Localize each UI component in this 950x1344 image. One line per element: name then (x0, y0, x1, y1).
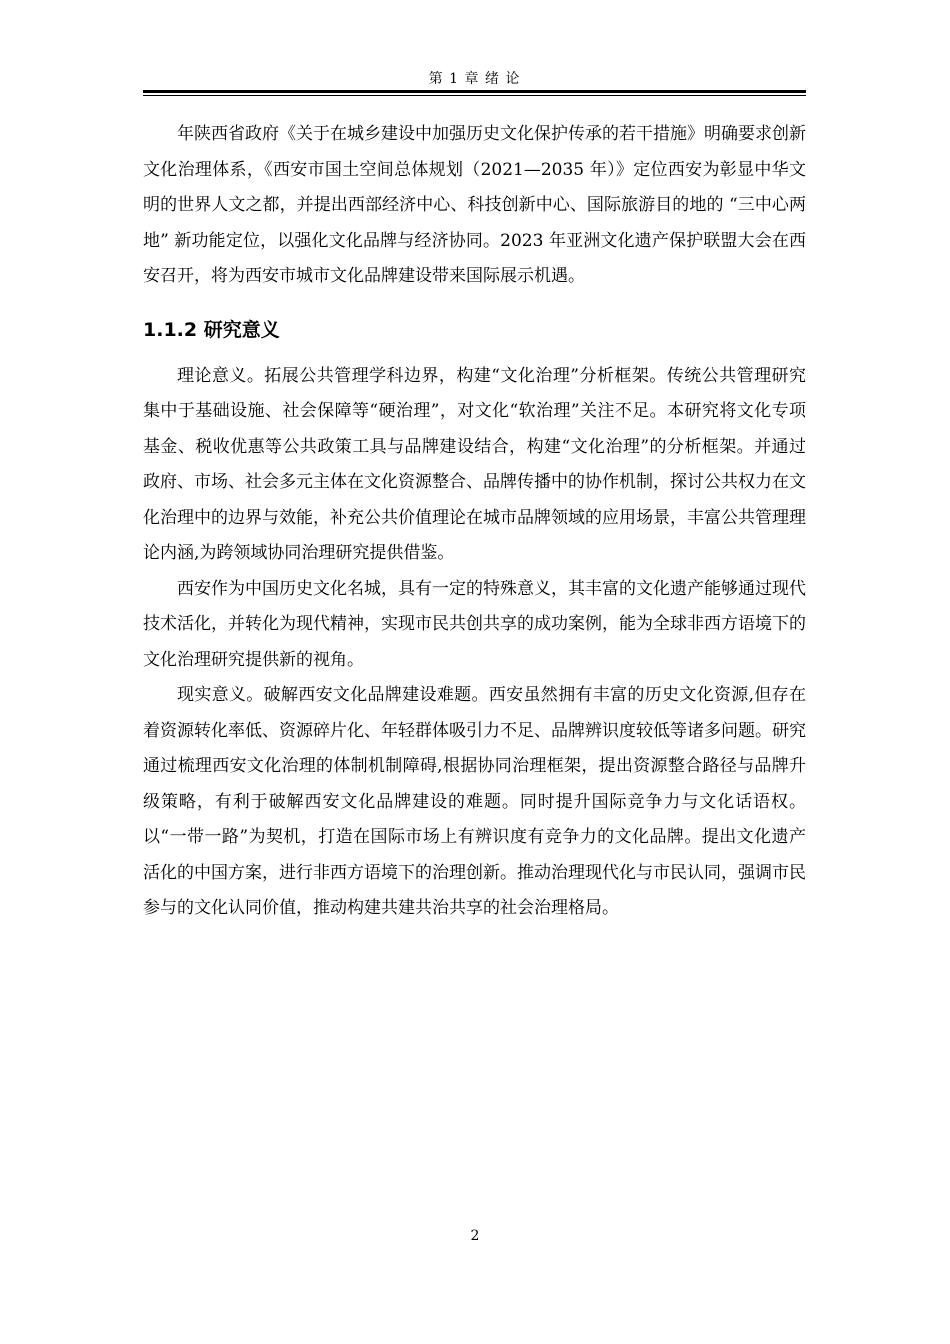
paragraph-xian-significance: 西安作为中国历史文化名城，具有一定的特殊意义，其丰富的文化遗产能够通过现代技术活化，并转化为现代精神，实现市民共创共享的成功案例，能为全球非西方语境下的文化治理研究提供新的视角。 (143, 578, 806, 670)
section-heading: 1.1.2 研究意义 (143, 318, 280, 341)
paragraph-theoretical-significance: 理论意义。拓展公共管理学科边界，构建“文化治理”分析框架。传统公共管理研究集中于基础设施、社会保障等“硬治理”，对文化“软治理”关注不足。本研究将文化专项基金、税收优惠等公共政策工具与品牌建设结合，构建“文化治理”的分析框架。并通过政府、市场、社会多元主体在文化资源整合、品牌传播中的协作机制，探讨公共权力在文化治理中的边界与效能，补充公共价值理论在城市品牌领域的应用场景，丰富公共管理理论内涵,为跨领域协同治理研究提供借鉴。 (143, 365, 806, 563)
header-rule-thick (143, 90, 806, 93)
paragraph-practical-significance: 现实意义。破解西安文化品牌建设难题。西安虽然拥有丰富的历史文化资源,但存在着资源转化率低、资源碎片化、年轻群体吸引力不足、品牌辨识度较低等诸多问题。研究通过梳理西安文化治理的体制机制障碍,根据协同治理框架，提出资源整合路径与品牌升级策略，有利于破解西安文化品牌建设的难题。同时提升国际竞争力与文化话语权。以“一带一路”为契机，打造在国际市场上有辨识度有竞争力的文化品牌。提出文化遗产活化的中国方案，进行非西方语境下的治理创新。推动治理现代化与市民认同，强调市民参与的文化认同价值，推动构建共建共治共享的社会治理格局。 (143, 685, 806, 918)
page-header: 第 1 章 绪 论 (428, 71, 521, 87)
page-number: 2 (470, 1228, 480, 1244)
page-body (143, 117, 806, 927)
paragraph-continued: 年陕西省政府《关于在城乡建设中加强历史文化保护传承的若干措施》明确要求创新文化治理体系，《西安市国土空间总体规划（2021—2035 年）》定位西安为彰显中华文明的世界人文之都，并提出西部经济中心、科技创新中心、国际旅游目的地的 “三中心两地” 新功能定位，以强化文化品牌与经济协同。2023 年亚洲文化遗产保护联盟大会在西安召开，将为西安市城市文化品牌建设带来国际展示机遇。 (143, 124, 806, 286)
header-rule-thin (143, 95, 806, 96)
